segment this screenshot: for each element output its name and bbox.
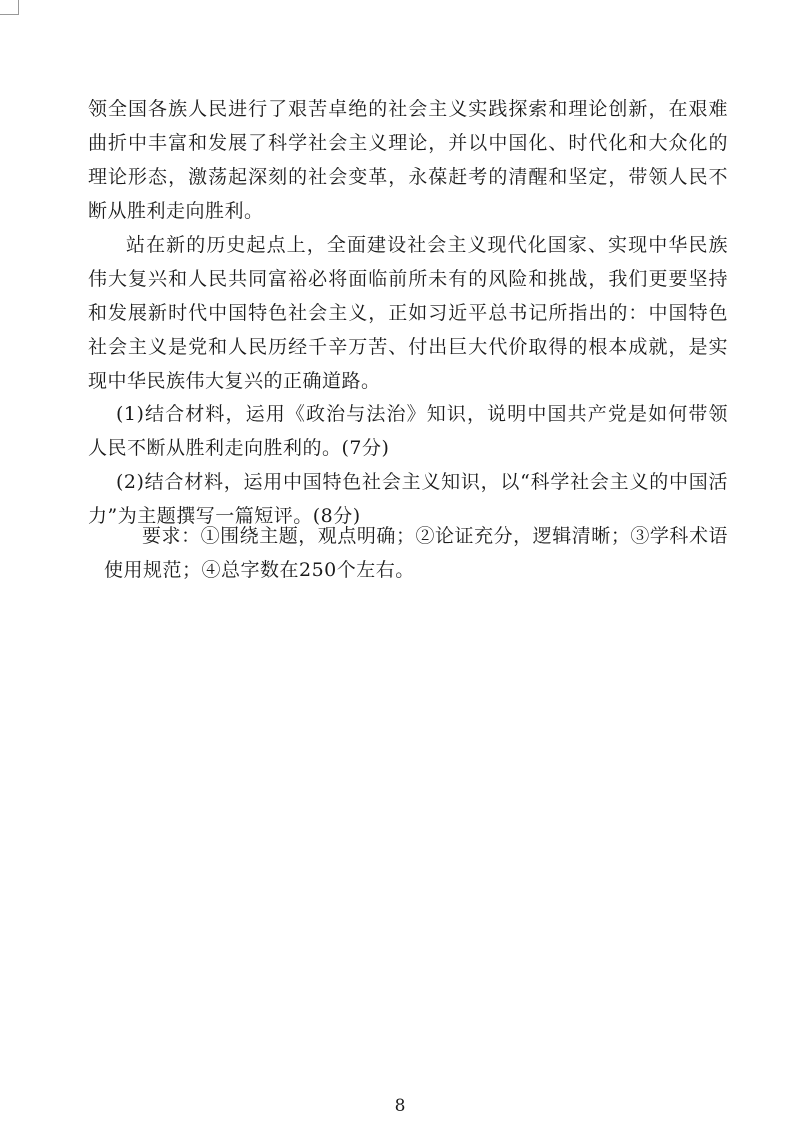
material-paragraph-continued — [88, 92, 728, 228]
page-number: 8 — [394, 1096, 406, 1116]
paragraph-text: 站在新的历史起点上，全面建设社会主义现代化国家、实现中华民族伟大复兴和人民共同富裕必将面临前所未有的风险和挑战，我们更要坚持和发展新时代中国特色社会主义，正如习近平总书记所指出的：中国特色社会主义是党和人民历经千辛万苦、付出巨大代价取得的根本成就，是实现中华民族伟大复兴的正确道路。 — [88, 234, 728, 392]
paragraph-text: 领全国各族人民进行了艰苦卓绝的社会主义实践探索和理论创新，在艰难曲折中丰富和发展了科学社会主义理论，并以中国化、时代化和大众化的理论形态，激荡起深刻的社会变革，永葆赶考的清醒和坚定，带领人民不断从胜利走向胜利。 — [88, 98, 728, 222]
question-text: (2)结合材料，运用中国特色社会主义知识，以“科学社会主义的中国活力”为主题撰写一篇短评。(8分) — [88, 471, 728, 527]
scan-corner-mark — [0, 0, 19, 15]
question-1 — [88, 397, 728, 465]
question-text: (1)结合材料，运用《政治与法治》知识，说明中国共产党是如何带领人民不断从胜利走向胜利的。(7分) — [88, 403, 728, 459]
requirements — [104, 519, 728, 587]
material-paragraph — [88, 228, 728, 398]
requirements-text: 要求：①围绕主题，观点明确；②论证充分，逻辑清晰；③学科术语使用规范；④总字数在250个左右。 — [104, 525, 728, 581]
